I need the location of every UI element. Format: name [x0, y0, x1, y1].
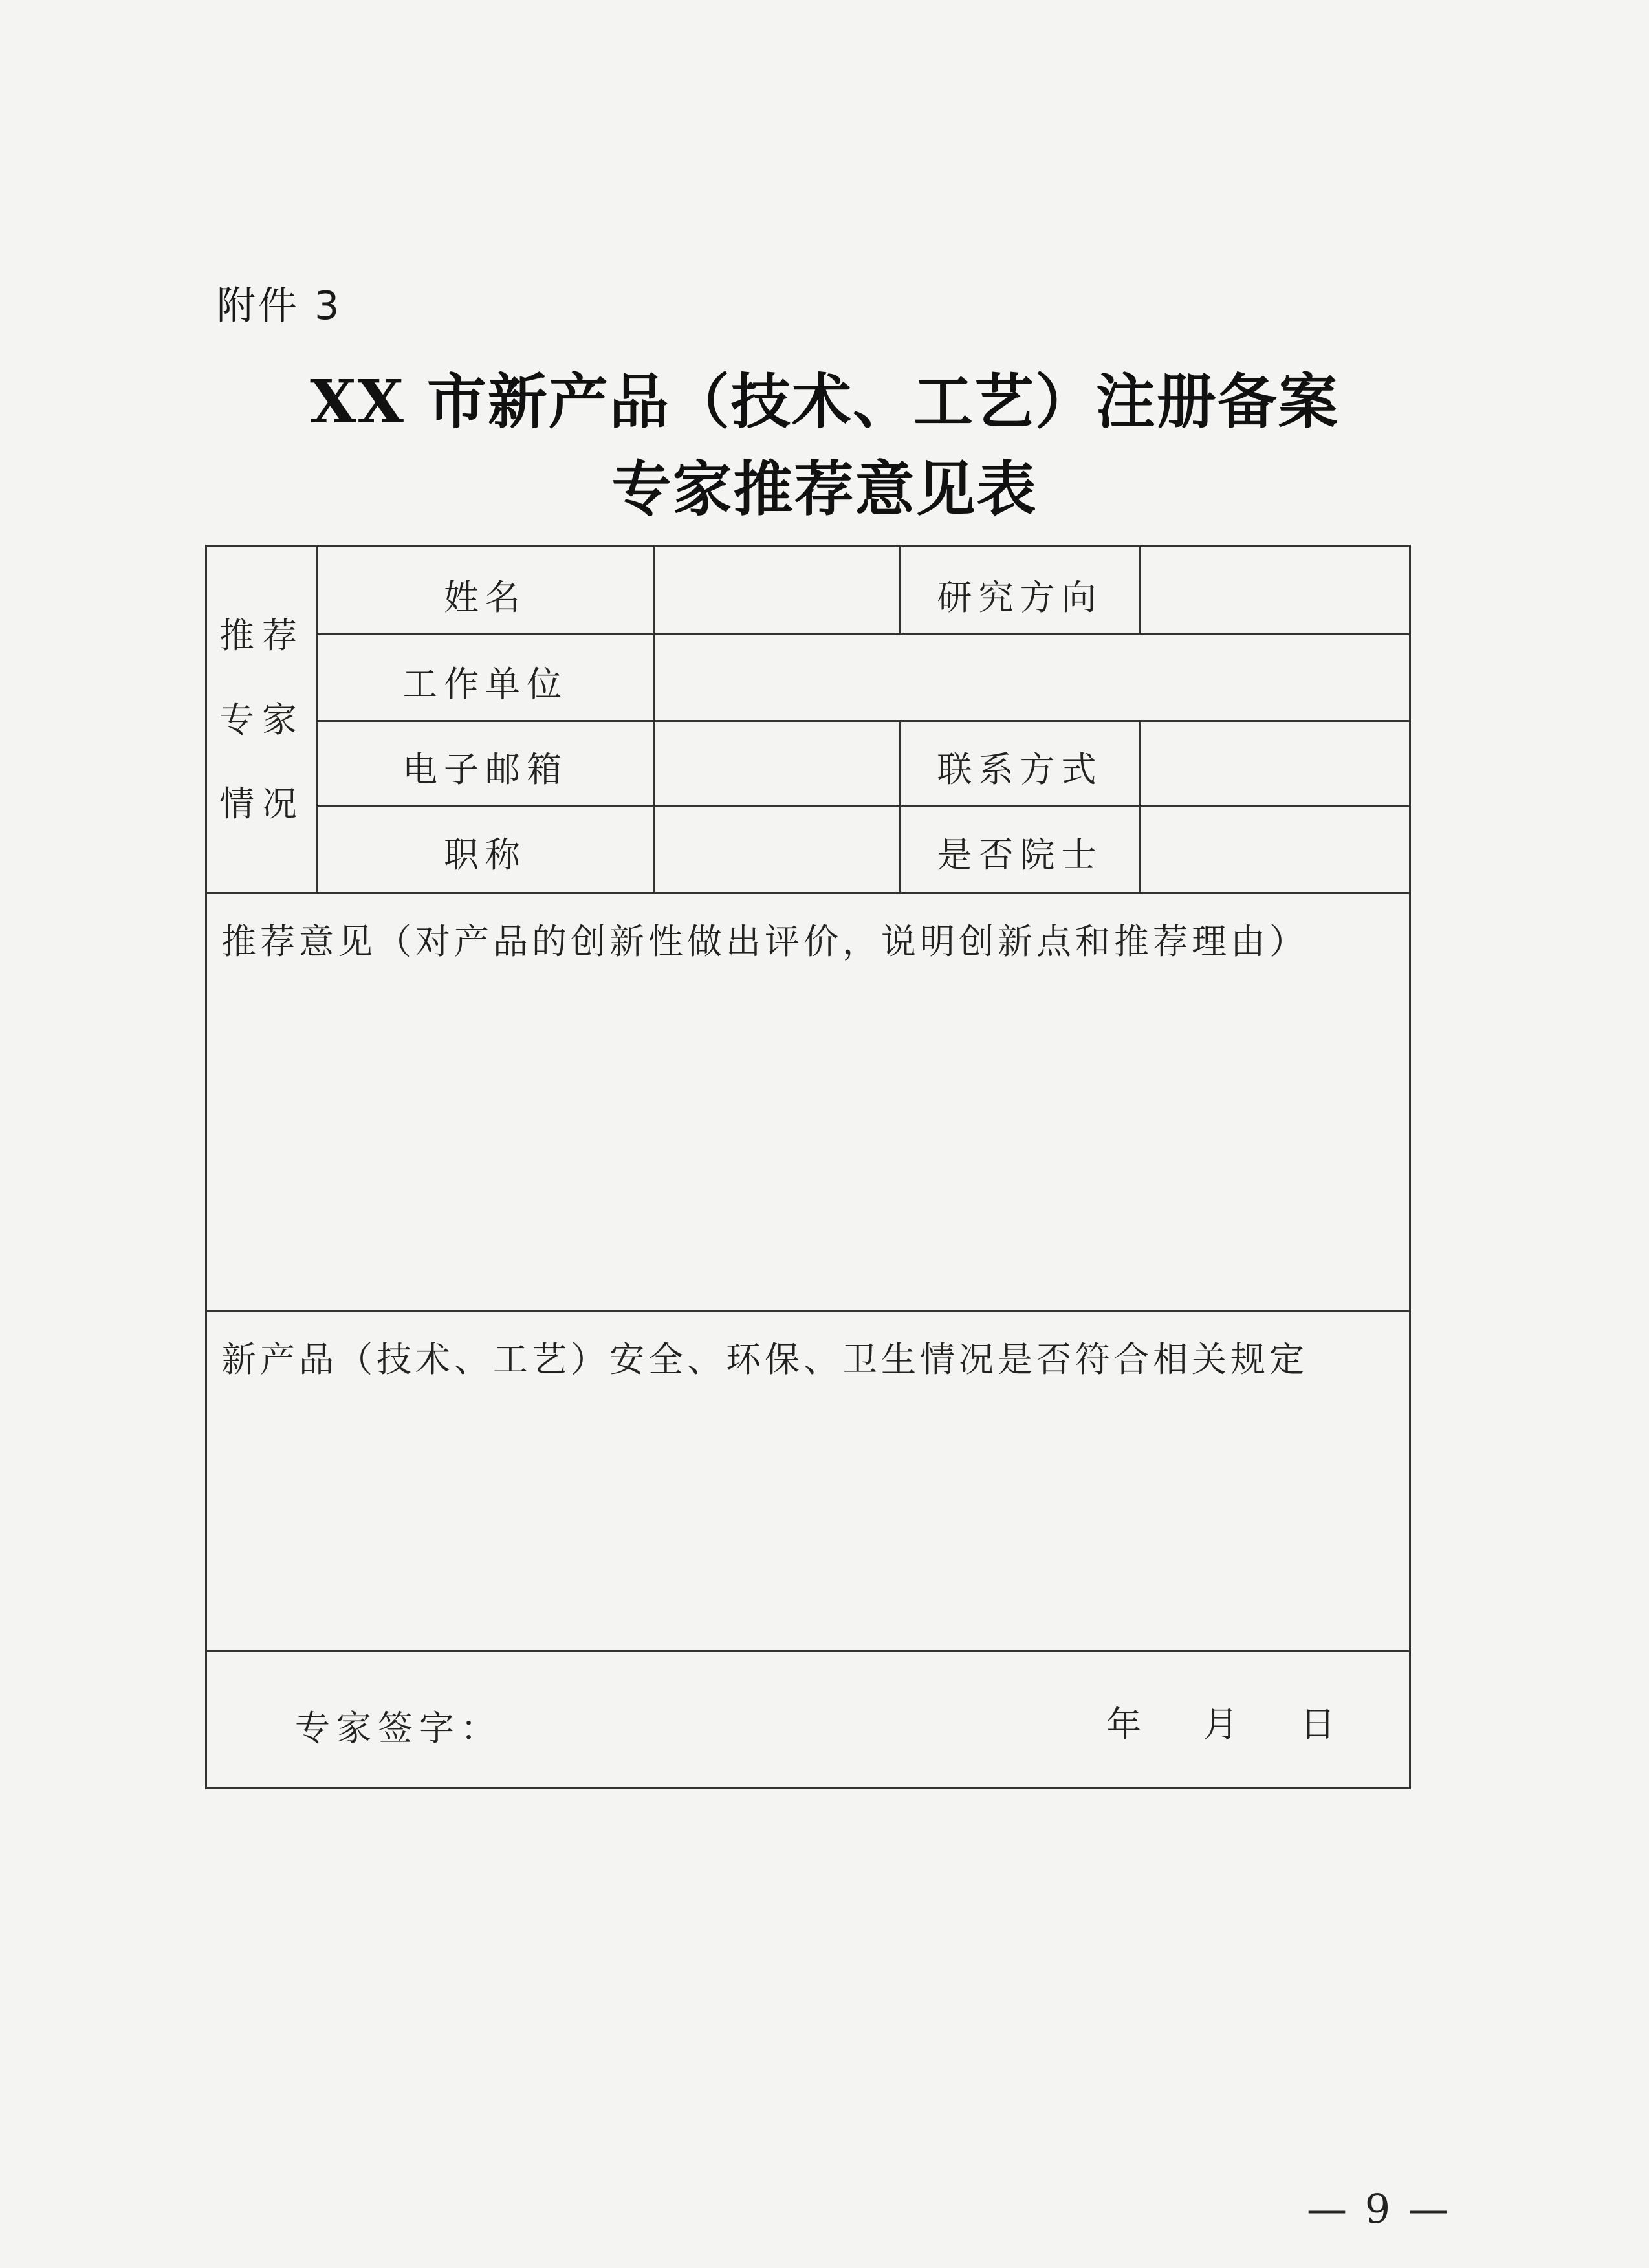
work-unit-field[interactable] [655, 635, 1409, 720]
safety-compliance-label: 新产品（技术、工艺）安全、环保、卫生情况是否符合相关规定 [221, 1339, 1308, 1380]
side-label-line-1: 推荐 [219, 615, 305, 656]
section-divider-opinion [207, 1310, 1409, 1312]
form-title-line-2: 专家推荐意见表 [611, 454, 1038, 524]
research-direction-field[interactable] [1141, 547, 1409, 633]
side-label-line-3: 情况 [219, 783, 305, 824]
work-unit-label: 工作单位 [402, 664, 568, 704]
opinion-label: 推荐意见（对产品的创新性做出评价，说明创新点和推荐理由） [221, 921, 1308, 962]
date-month-label: 月 [1203, 1704, 1245, 1745]
side-label-line-2: 专家 [219, 699, 305, 740]
expert-signature-field[interactable] [479, 1672, 996, 1769]
recommendation-form-table [205, 545, 1411, 1789]
expert-signature-label: 专家签字： [295, 1708, 502, 1749]
email-label: 电子邮箱 [402, 749, 568, 790]
contact-label: 联系方式 [937, 749, 1103, 790]
safety-compliance-textarea[interactable] [207, 1388, 1409, 1650]
section-divider-info [207, 892, 1409, 894]
opinion-textarea[interactable] [207, 974, 1409, 1310]
contact-field[interactable] [1141, 722, 1409, 805]
date-day-label: 日 [1300, 1704, 1342, 1745]
research-direction-label: 研究方向 [937, 577, 1103, 618]
job-title-label: 职称 [444, 834, 527, 875]
email-field[interactable] [655, 722, 899, 805]
page-number: — 9 — [1307, 2185, 1451, 2232]
attachment-label: 附件 3 [217, 283, 342, 329]
academician-field[interactable] [1141, 807, 1409, 892]
name-field[interactable] [655, 547, 899, 633]
name-label: 姓名 [444, 577, 527, 618]
job-title-field[interactable] [655, 807, 899, 892]
date-year-label: 年 [1106, 1704, 1148, 1745]
section-divider-safety [207, 1650, 1409, 1652]
academician-label: 是否院士 [937, 834, 1103, 875]
form-title-line-1: XX 市新产品（技术、工艺）注册备案 [310, 367, 1339, 437]
recommended-expert-info-label [207, 547, 317, 893]
